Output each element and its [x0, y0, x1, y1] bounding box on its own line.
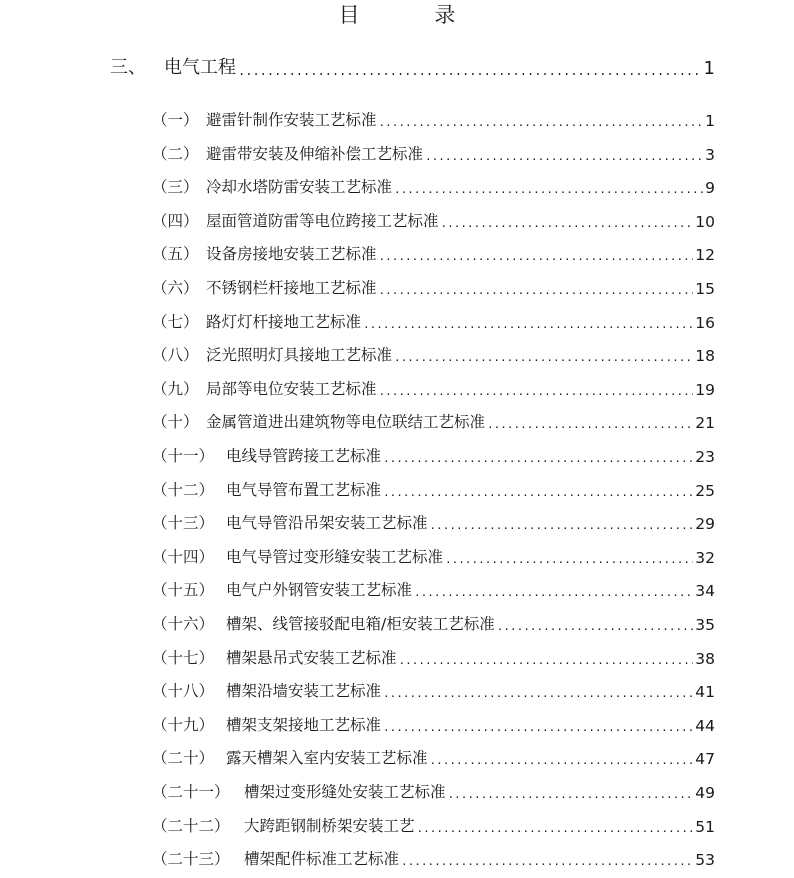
entry-number: （二十二）: [152, 816, 230, 835]
entry-title: 避雷带安装及伸缩补偿工艺标准: [206, 144, 424, 163]
dot-leader: [417, 823, 694, 836]
entry-title: 局部等电位安装工艺标准: [206, 379, 377, 398]
entry-page: 21: [695, 414, 715, 433]
toc-entry[interactable]: [152, 106, 715, 130]
entry-page: 25: [695, 481, 715, 500]
entry-number: （五）: [152, 245, 199, 264]
entry-title: 电气导管布置工艺标准: [226, 480, 382, 499]
entry-number: （一）: [152, 111, 199, 129]
chapter-number: 三、: [110, 57, 146, 78]
toc-entry[interactable]: [152, 812, 715, 836]
dot-leader: [383, 722, 693, 735]
dot-leader: [414, 587, 693, 600]
toc-entry[interactable]: [152, 240, 715, 264]
dot-leader: [379, 117, 704, 130]
entry-page: 9: [705, 179, 715, 198]
entry-number: （十九）: [152, 715, 215, 734]
entry-page: 15: [695, 280, 715, 298]
entry-number: （十四）: [152, 547, 215, 566]
entry-number: （十三）: [152, 514, 215, 533]
entry-title: 露天槽架入室内安装工艺标准: [226, 749, 428, 768]
dot-leader: [394, 184, 703, 197]
entry-page: 53: [695, 851, 715, 870]
entry-number: （二十三）: [152, 850, 230, 869]
entry-number: （十二）: [152, 480, 215, 499]
toc-entry[interactable]: [152, 274, 715, 298]
entry-page: 16: [695, 313, 715, 332]
entry-title: 设备房接地安装工艺标准: [206, 245, 377, 264]
entry-page: 34: [695, 582, 715, 601]
entry-title: 槽架支架接地工艺标准: [226, 715, 382, 734]
entry-page: 29: [695, 515, 715, 534]
entry-number: （二十）: [152, 749, 215, 768]
dot-leader: [383, 688, 693, 701]
toc-entry[interactable]: [152, 173, 715, 197]
toc-entry[interactable]: [152, 644, 715, 668]
toc-entry[interactable]: [152, 408, 715, 432]
toc-entry[interactable]: [152, 375, 715, 399]
entry-page: 49: [695, 784, 715, 802]
toc-entry[interactable]: [152, 476, 715, 500]
toc-entry[interactable]: [152, 442, 715, 466]
entry-title: 槽架过变形缝处安装工艺标准: [244, 783, 446, 801]
toc-entry[interactable]: [152, 140, 715, 164]
entry-page: 23: [695, 448, 715, 466]
toc-entry[interactable]: [152, 778, 715, 802]
entry-title: 电气导管过变形缝安装工艺标准: [226, 547, 444, 566]
toc-entry[interactable]: [152, 308, 715, 332]
entry-number: （十六）: [152, 615, 215, 633]
toc-entry[interactable]: [152, 543, 715, 567]
entry-number: （十五）: [152, 581, 215, 600]
entry-page: 38: [695, 649, 715, 668]
entry-page: 12: [695, 246, 715, 265]
entry-title: 冷却水塔防雷安装工艺标准: [206, 178, 393, 197]
chapter-page: 1: [703, 58, 715, 79]
dot-leader: [401, 856, 693, 869]
dot-leader: [497, 621, 694, 634]
toc-chapter[interactable]: [110, 55, 715, 79]
entry-number: （八）: [152, 346, 199, 365]
entry-title: 不锈钢栏杆接地工艺标准: [206, 279, 377, 297]
entry-number: （十七）: [152, 648, 215, 667]
toc-entry[interactable]: [152, 610, 715, 634]
entry-page: 47: [695, 750, 715, 769]
entry-title: 泛光照明灯具接地工艺标准: [206, 346, 393, 365]
entry-title: 避雷针制作安装工艺标准: [206, 111, 377, 129]
entry-title: 大跨距钢制桥架安装工艺: [244, 816, 415, 835]
entry-title: 屋面管道防雷等电位跨接工艺标准: [206, 211, 439, 230]
entry-page: 3: [705, 145, 715, 164]
entry-title: 槽架、线管接驳配电箱/柜安装工艺标准: [226, 615, 495, 633]
dot-leader: [379, 285, 694, 298]
entry-page: 10: [695, 212, 715, 231]
toc-entry[interactable]: [152, 744, 715, 768]
entry-page: 51: [695, 817, 715, 836]
entry-number: （三）: [152, 178, 199, 197]
entry-title: 电线导管跨接工艺标准: [226, 447, 382, 465]
dot-leader: [448, 789, 694, 802]
dot-leader: [425, 151, 703, 164]
dot-leader: [379, 251, 694, 264]
entry-title: 金属管道进出建筑物等电位联结工艺标准: [206, 413, 486, 432]
dot-leader: [430, 520, 694, 533]
dot-leader: [383, 453, 693, 466]
entry-number: （二十一）: [152, 783, 230, 801]
entry-number: （十）: [152, 413, 199, 432]
toc-entry[interactable]: [152, 207, 715, 231]
entry-number: （四）: [152, 211, 199, 230]
toc-title: 目 录: [338, 3, 490, 27]
toc-entry[interactable]: [152, 711, 715, 735]
entry-number: （七）: [152, 312, 199, 331]
entry-page: 44: [695, 716, 715, 735]
toc-entry[interactable]: [152, 509, 715, 533]
entry-title: 电气导管沿吊架安装工艺标准: [226, 514, 428, 533]
entry-number: （十八）: [152, 682, 215, 701]
dot-leader: [383, 487, 693, 500]
dot-leader: [487, 419, 693, 432]
entry-page: 32: [695, 548, 715, 567]
entry-page: 1: [705, 112, 715, 130]
toc-entry[interactable]: [152, 341, 715, 365]
entry-page: 18: [695, 347, 715, 366]
entry-title: 槽架悬吊式安装工艺标准: [226, 648, 397, 667]
dot-leader: [430, 755, 694, 768]
entry-number: （六）: [152, 279, 199, 297]
toc-entry[interactable]: [152, 845, 715, 869]
dot-leader: [399, 655, 694, 668]
dot-leader: [379, 386, 694, 399]
entry-number: （十一）: [152, 447, 215, 465]
entry-title: 槽架沿墙安装工艺标准: [226, 682, 382, 701]
dot-leader: [238, 65, 702, 79]
entry-page: 41: [695, 683, 715, 702]
chapter-title: 电气工程: [164, 57, 236, 78]
dot-leader: [445, 554, 693, 567]
dot-leader: [394, 352, 693, 365]
entry-page: 19: [695, 380, 715, 399]
entry-number: （九）: [152, 379, 199, 398]
toc-entry[interactable]: [152, 576, 715, 600]
entry-number: （二）: [152, 144, 199, 163]
toc-entry[interactable]: [152, 677, 715, 701]
entry-page: 35: [695, 616, 715, 634]
dot-leader: [363, 319, 693, 332]
entry-title: 电气户外钢管安装工艺标准: [226, 581, 413, 600]
dot-leader: [441, 218, 694, 231]
entry-title: 路灯灯杆接地工艺标准: [206, 312, 362, 331]
entry-title: 槽架配件标准工艺标准: [244, 850, 400, 869]
